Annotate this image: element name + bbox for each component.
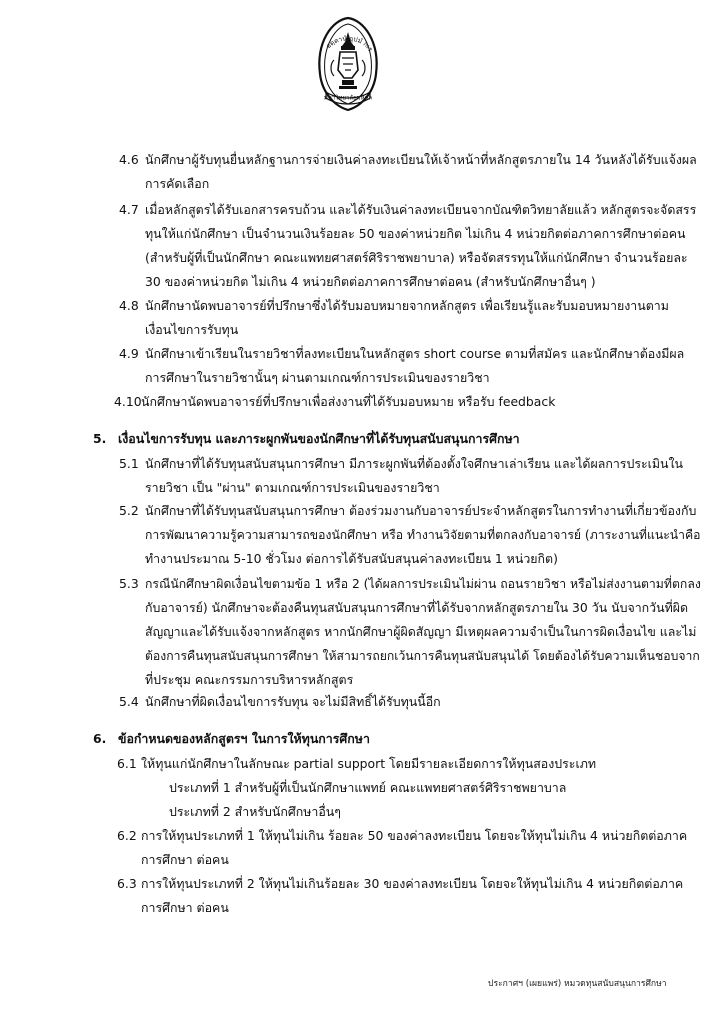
item-text-line: นักศึกษาที่ผิดเงื่อนไขการรับทุน จะไม่มีสิทธิ์ได้รับทุนนี้อีก: [145, 694, 441, 709]
page-footer: ประกาศฯ (เผยแพร่) หมวดทุนสนับสนุนการศึกษา: [488, 979, 667, 989]
section-6-heading: ข้อกำหนดของหลักสูตรฯ ในการให้ทุนการศึกษา: [118, 731, 370, 746]
item-number: 5.2: [119, 503, 139, 518]
item-text-line: นักศึกษานัดพบอาจารย์ที่ปรึกษาเพื่อส่งงานที่ได้รับมอบหมาย หรือรับ feedback: [141, 394, 556, 409]
item-text-line: เงื่อนไขการรับทุน: [145, 322, 239, 337]
item-text-line: รายวิชา เป็น "ผ่าน" ตามเกณฑ์การประเมินของรายวิชา: [145, 480, 440, 495]
sub-item-line: ประเภทที่ 2 สำหรับนักศึกษาอื่นๆ: [169, 804, 341, 819]
item-text-line: กรณีนักศึกษาผิดเงื่อนไขตามข้อ 1 หรือ 2 (ได้ผลการประเมินไม่ผ่าน ถอนรายวิชา หรือไม่ส่งงานตามที่ตกลง: [145, 577, 701, 591]
item-text-line: การให้ทุนประเภทที่ 2 ให้ทุนไม่เกินร้อยละ 30 ของค่าลงทะเบียน โดยจะให้ทุนไม่เกิน 4 หน่วยกิตต่อภาค: [141, 876, 684, 891]
item-text-line: การศึกษาในรายวิชานั้นๆ ผ่านตามเกณฑ์การประเมินของรายวิชา: [145, 370, 490, 385]
item-text-line: การพัฒนาความรู้ความสามารถของนักศึกษา หรือ ทำงานวิจัยตามที่ตกลงกับอาจารย์ (ภาระงานที่แนะนำคือ: [145, 528, 701, 542]
item-number: 4.9: [119, 346, 139, 361]
item-number: 6.1: [117, 756, 137, 771]
item-text-line: เมื่อหลักสูตรได้รับเอกสารครบถ้วน และได้รับเงินค่าลงทะเบียนจากบัณฑิตวิทยาลัยแล้ว หลักสูตรจะจัดสรร: [145, 202, 697, 217]
item-text-line: ที่ประชุม คณะกรรมการบริหารหลักสูตร: [145, 672, 354, 687]
item-text-line: ต้องการคืนทุนสนับสนุนการศึกษา ให้สามารถยกเว้นการคืนทุนสนับสนุนได้ โดยต้องได้รับความเห็นชอบจาก: [145, 649, 700, 663]
item-text-line: นักศึกษาผู้รับทุนยื่นหลักฐานการจ่ายเงินค่าลงทะเบียนให้เจ้าหน้าที่หลักสูตรภายใน 14 วันหลังได้รับแจ้งผล: [145, 152, 697, 167]
item-number: 5.1: [119, 456, 139, 471]
item-number: 4.7: [119, 202, 139, 217]
item-text-line: 30 ของค่าหน่วยกิต ไม่เกิน 4 หน่วยกิตต่อภาคการศึกษาต่อคน (สำหรับนักศึกษาอื่นๆ ): [145, 274, 596, 289]
item-number: 4.8: [119, 298, 139, 313]
university-seal-logo: [312, 14, 384, 118]
section-5-number: 5.: [93, 431, 107, 446]
item-number: 6.2: [117, 828, 137, 843]
item-text-line: นักศึกษานัดพบอาจารย์ที่ปรึกษาซึ่งได้รับมอบหมายจากหลักสูตร เพื่อเรียนรู้และรับมอบหมายงานตาม: [145, 298, 669, 313]
item-text-line: ให้ทุนแก่นักศึกษาในลักษณะ partial support โดยมีรายละเอียดการให้ทุนสองประเภท: [141, 756, 597, 771]
item-text-line: การศึกษา ต่อคน: [141, 900, 229, 915]
sub-item-line: ประเภทที่ 1 สำหรับผู้ที่เป็นนักศึกษาแพทย์ คณะแพทยศาสตร์ศิริราชพยาบาล: [169, 780, 567, 795]
item-text-line: นักศึกษาที่ได้รับทุนสนับสนุนการศึกษา ต้องร่วมงานกับอาจารย์ประจำหลักสูตรในการทำงานที่เกี่ยวข้องกับ: [145, 503, 697, 518]
item-text-line: นักศึกษาที่ได้รับทุนสนับสนุนการศึกษา มีภาระผูกพันที่ต้องตั้งใจศึกษาเล่าเรียน และได้ผลการประเมินใน: [145, 456, 684, 471]
section-6-number: 6.: [93, 731, 107, 746]
item-text-line: นักศึกษาเข้าเรียนในรายวิชาที่ลงทะเบียนในหลักสูตร short course ตามที่สมัคร และนักศึกษาต้องมีผล: [145, 346, 685, 361]
item-text-line: สัญญาและได้รับแจ้งจากหลักสูตร หากนักศึกษาผู้ผิดสัญญา มีเหตุผลความจำเป็นในการผิดเงื่อนไข และไม่: [145, 624, 697, 639]
section-5-heading: เงื่อนไขการรับทุน และภาระผูกพันของนักศึกษาที่ได้รับทุนสนับสนุนการศึกษา: [118, 431, 520, 446]
item-text-line: การศึกษา ต่อคน: [141, 852, 229, 867]
item-text-line: กับอาจารย์) นักศึกษาจะต้องคืนทุนสนับสนุนการศึกษาที่ได้รับจากหลักสูตรภายใน 30 วัน นับจากวันที่ผิด: [145, 600, 689, 615]
item-text-line: การให้ทุนประเภทที่ 1 ให้ทุนไม่เกิน ร้อยละ 50 ของค่าลงทะเบียน โดยจะให้ทุนไม่เกิน 4 หน่วยกิตต่อภาค: [141, 828, 688, 843]
item-text-line: ทำงานประมาณ 5-10 ชั่วโมง ต่อการได้รับสนับสนุนค่าลงทะเบียน 1 หน่วยกิต): [145, 551, 558, 566]
item-number: 6.3: [117, 876, 137, 891]
item-number: 4.10: [114, 394, 142, 409]
svg-text:มหาวิทยาลัยมหิดล: มหาวิทยาลัยมหิดล: [323, 94, 373, 102]
item-text-line: (สำหรับผู้ที่เป็นนักศึกษา คณะแพทยศาสตร์ศิริราชพยาบาล) หรือจัดสรรทุนให้แก่นักศึกษา จำนวนร้อยละ: [145, 250, 688, 265]
item-number: 4.6: [119, 152, 139, 167]
item-text-line: ทุนให้แก่นักศึกษา เป็นจำนวนเงินร้อยละ 50 ของค่าหน่วยกิต ไม่เกิน 4 หน่วยกิตต่อภาคการศึกษาต่อคน: [145, 226, 686, 241]
item-text-line: การคัดเลือก: [145, 176, 210, 191]
item-number: 5.3: [119, 576, 139, 591]
svg-text:อตฺตานํ อุปมํ กเร: อตฺตานํ อุปมํ กเร: [324, 34, 375, 53]
item-number: 5.4: [119, 694, 139, 709]
